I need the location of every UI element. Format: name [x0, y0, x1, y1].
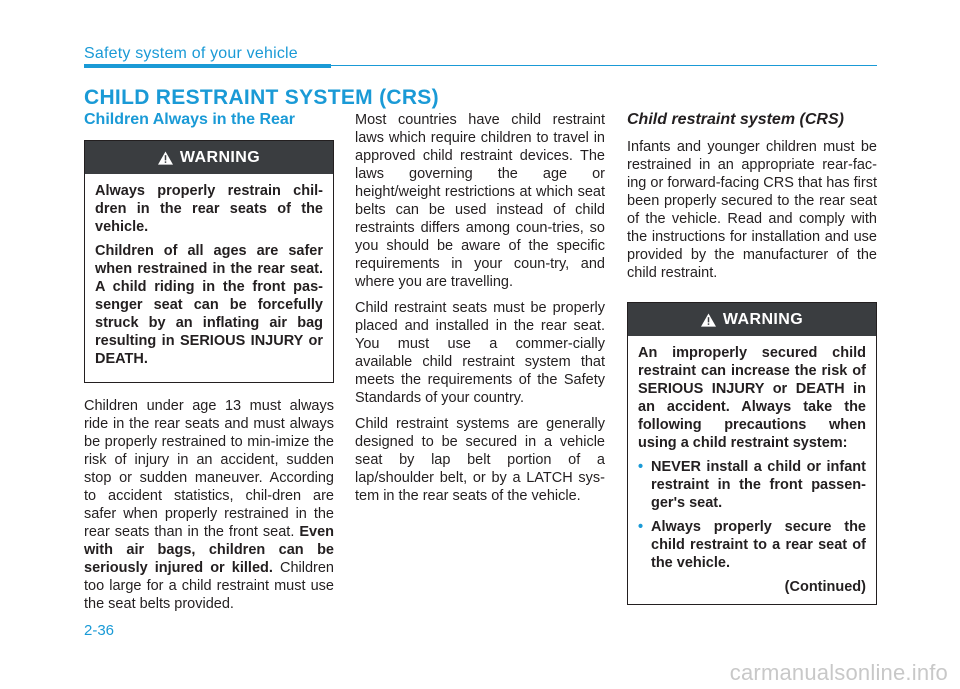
warning-label: WARNING [722, 310, 804, 328]
warning-text: Children of all ages are safer when restrained in the rear seat. A child riding in the front pas-senger seat can be forcefully struck by an inflating air bag resulting in SERIOUS INJURY or DEATH. [95, 243, 323, 367]
warning-body [628, 336, 876, 604]
body-paragraph: Child restraint systems are generally designed to be secured in a vehicle seat by lap belt portion of a lap/shoulder belt, or by a LATCH sys-tem in the rear seats of the vehicle. [355, 416, 605, 504]
page-number: 2-36 [84, 622, 115, 639]
body-paragraph: Child restraint seats must be properly placed and installed in the rear seat. You must use a commer-cially available child restraint system that meets the requirements of the Safety Standards of your country. [355, 300, 605, 406]
warning-label: WARNING [179, 148, 261, 166]
header-rule [331, 65, 877, 66]
header-accent-bar [84, 64, 331, 68]
warning-header [628, 303, 876, 336]
body-paragraph [84, 397, 334, 613]
section-header: Safety system of your vehicle [84, 45, 298, 62]
warning-box-rear-seats [84, 140, 334, 383]
subheading-crs: Child restraint system (CRS) [627, 111, 844, 128]
warning-box-crs [627, 302, 877, 605]
warning-triangle-icon [158, 151, 173, 165]
watermark: carmanualsonline.info [729, 660, 948, 685]
column-middle [355, 111, 605, 513]
warning-text: An improperly secured child restraint can increase the risk of SERIOUS INJURY or DEATH in an accident. Always take the following precautions when using a child restraint system: [638, 345, 866, 451]
list-item-text: Always properly secure the child restraint to a rear seat of the vehicle. [651, 519, 866, 571]
column-left [84, 111, 334, 621]
body-paragraph: Most countries have child restraint laws which require children to travel in approved child restraint devices. The laws governing the age or height/weight restrictions at which seat belts can be used instead of child restraints differs among coun-tries, so you should be aware of the specific requirements in your coun-try, and where you are travelling. [355, 112, 605, 290]
warning-header [85, 141, 333, 174]
body-text: Children under age 13 must always ride in the rear seats and must always be properly restrained to min-imize the risk of injury in an accident, sudden stop or sudden maneuver. According to accident statistics, chil-dren are safer when properly restrained in the rear seats than in the front seat. [84, 398, 334, 540]
body-emphasis: Even with air bags, children can be seriously injured or killed. [84, 524, 334, 576]
body-text: Children too large for a child restraint must use the seat belts provided. [84, 560, 335, 612]
warning-body [85, 174, 333, 382]
column-right [627, 111, 877, 619]
warning-list [638, 458, 866, 572]
body-paragraph: Infants and younger children must be restrained in an appropriate rear-fac-ing or forward-facing CRS that has first been properly secured to the rear seat of the vehicle. Read and comply with the instructions for installation and use provided by the manufacturer of the child restraint. [627, 139, 877, 281]
warning-text: Always properly restrain chil-dren in the rear seats of the vehicle. [95, 183, 323, 235]
warning-triangle-icon [701, 313, 716, 327]
list-item [638, 518, 866, 572]
list-item [638, 458, 866, 512]
subheading-children-rear: Children Always in the Rear [84, 111, 296, 128]
page-title: CHILD RESTRAINT SYSTEM (CRS) [84, 86, 439, 109]
list-item-text: NEVER install a child or infant restraint in the front passen-ger's seat. [651, 459, 866, 511]
continued-label: (Continued) [784, 579, 866, 595]
bullet-icon: • [638, 459, 644, 475]
bullet-icon: • [638, 519, 644, 535]
